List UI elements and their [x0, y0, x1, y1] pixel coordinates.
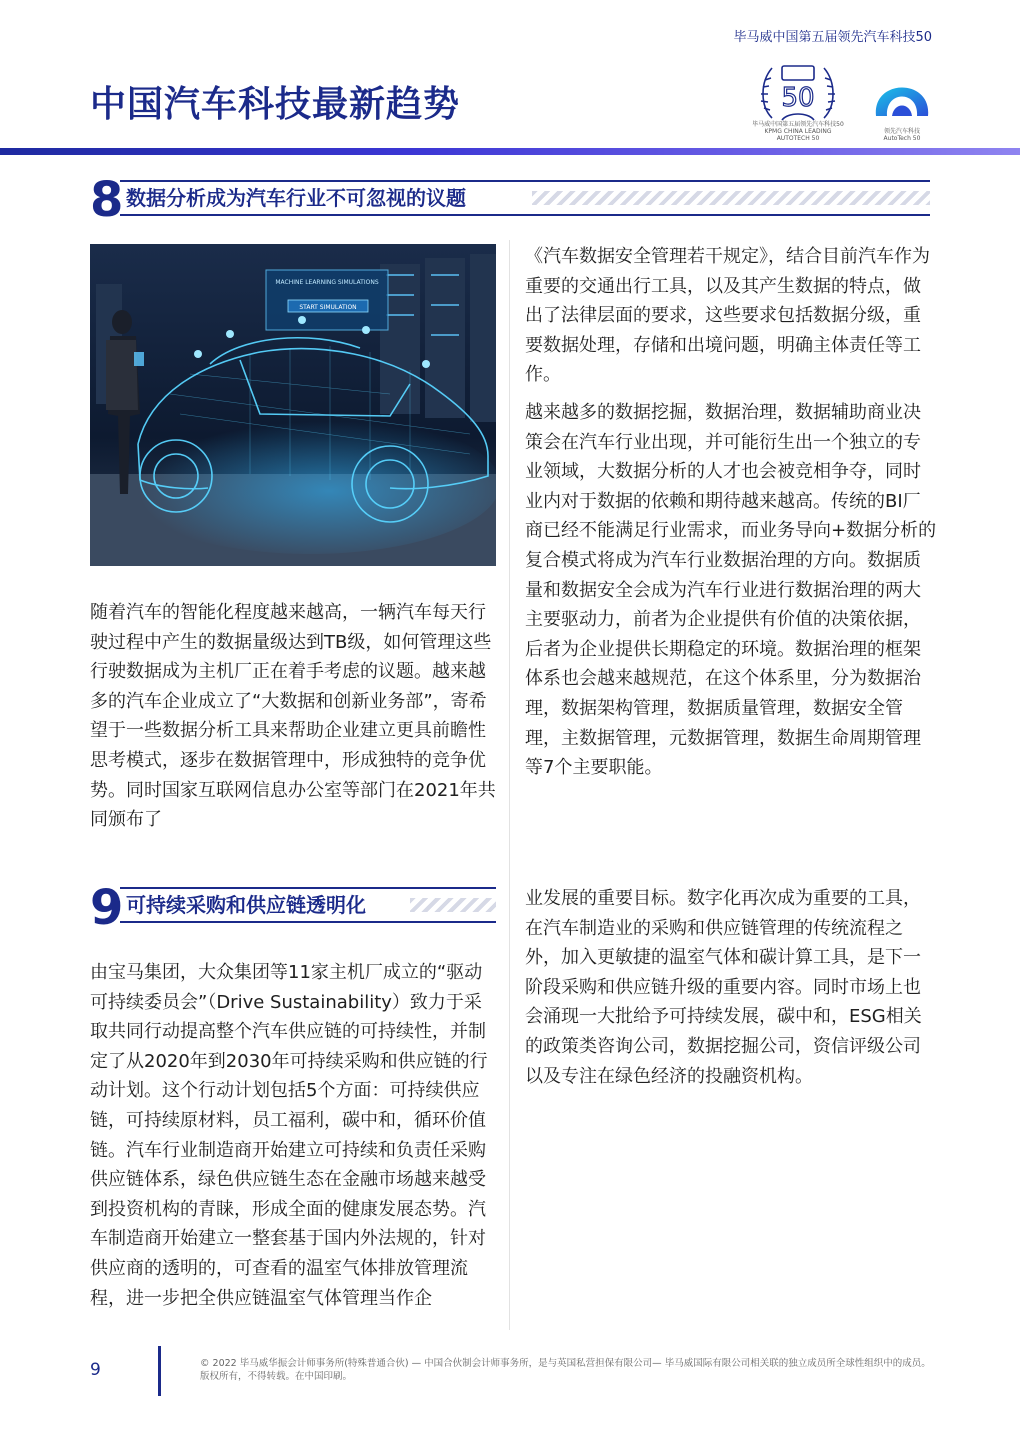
footer-copyright: © 2022 毕马威华振会计师事务所(特殊普通合伙) — 中国合伙制会计师事务所，是与英国私营担保有限公司— 毕马威国际有限公司相关联的独立成员所全球性组织中的成员。版权所有，不得转载。在中国印刷。	[200, 1358, 931, 1382]
start-simulation-text: START SIMULATION	[299, 304, 357, 311]
section-8-right-paragraph-2: 越来越多的数据挖掘，数据治理，数据辅助商业决策会在汽车行业出现，并可能衍生出一个独立的专业领域，大数据分析的人才也会被竞相争夺，同时业内对于数据的依赖和期待越来越高。传统的BI厂商已经不能满足行业需求，而业务导向+数据分析的复合模式将成为汽车行业数据治理的方向。数据质量和数据安全会成为汽车行业进行数据治理的两大主要驱动力，前者为企业提供有价值的决策依据，后者为企业提供长期稳定的环境。数据治理的框架体系也会越来越规范，在这个体系里，分为数据治理，数据架构管理，数据质量管理，数据安全管理，主数据管理，元数据管理，数据生命周期管理等7个主要职能。	[525, 401, 937, 779]
car-data-simulation-photo	[90, 244, 496, 566]
section-8-left-text: 随着汽车的智能化程度越来越高，一辆汽车每天行驶过程中产生的数据量级达到TB级，如何管理这些行驶数据成为主机厂正在着手考虑的议题。越来越多的汽车企业成立了“大数据和创新业务部”，寄希望于一些数据分析工具来帮助企业建立更具前瞻性思考模式，逐步在数据管理中，形成独特的竞争优势。同时国家互联网信息办公室等部门在2021年共同颁布了	[90, 602, 496, 831]
header-gradient-rule	[0, 148, 1020, 155]
section-8-number: 8	[90, 172, 124, 228]
section-9-right-text: 业发展的重要目标。数字化再次成为重要的工具，在汽车制造业的采购和供应链管理的传统流程之外，加入更敏捷的温室气体和碳计算工具，是下一阶段采购和供应链升级的重要内容。同时市场上也会涌现一大批给予可持续发展，碳中和，ESG相关的政策类咨询公司，数据挖掘公司，资信评级公司以及专注在绿色经济的投融资机构。	[525, 888, 922, 1087]
footer-divider	[158, 1346, 161, 1396]
lead-50-arc-logo: 领先汽车科技 AutoTech 50	[868, 58, 936, 142]
heading-hatch-decoration	[532, 191, 930, 205]
page-number: 9	[90, 1360, 101, 1380]
section-9-heading-bar	[120, 887, 496, 923]
section-8-right-paragraph-1: 《汽车数据安全管理若干规定》，结合目前汽车作为重要的交通出行工具，以及其产生数据的特点，做出了法律层面的要求，这些要求包括数据分级，重要数据处理，存储和出境问题，明确主体责任等工作。	[525, 246, 930, 386]
kpmg-china-50-emblem-logo: 50 毕马威中国第五届领先汽车科技50 KPMG CHINA LEADING AUTOTECH 50	[752, 58, 844, 142]
page-title: 中国汽车科技最新趋势	[90, 84, 461, 125]
section-9-left-text: 由宝马集团，大众集团等11家主机厂成立的“驱动可持续委员会”（Drive Sustainability）致力于采取共同行动提高整个汽车供应链的可持续性，并制定了从2020年到2030年可持续采购和供应链的行动计划。这个行动计划包括5个方面：可持续供应链，可持续原材料，员工福利，碳中和，循环价值链。汽车行业制造商开始建立可持续和负责任采购供应链体系，绿色供应链生态在金融市场越来越受到投资机构的青睐，形成全面的健康发展态势。汽车制造商开始建立一整套基于国内外法规的，针对供应商的透明的，可查看的温室气体排放管理流程，进一步把全供应链温室气体管理当作企	[90, 962, 488, 1309]
heading-hatch-decoration	[410, 898, 496, 912]
section-8-title: 数据分析成为汽车行业不可忽视的议题	[126, 186, 466, 210]
section-9-title: 可持续采购和供应链透明化	[126, 893, 366, 917]
header-caption: 毕马威中国第五届领先汽车科技50	[733, 30, 932, 45]
svg-text:50: 50	[781, 83, 815, 113]
section-8-heading-bar	[120, 180, 930, 216]
section-9-left-paragraph	[90, 958, 496, 1313]
section-8-right-column	[525, 242, 937, 783]
section-9-number: 9	[90, 880, 124, 936]
column-divider	[509, 240, 510, 1330]
section-9-right-paragraph	[525, 884, 937, 1091]
section-8-left-paragraph	[90, 598, 496, 835]
screen-title-text: MACHINE LEARNING SIMULATIONS	[275, 279, 379, 286]
